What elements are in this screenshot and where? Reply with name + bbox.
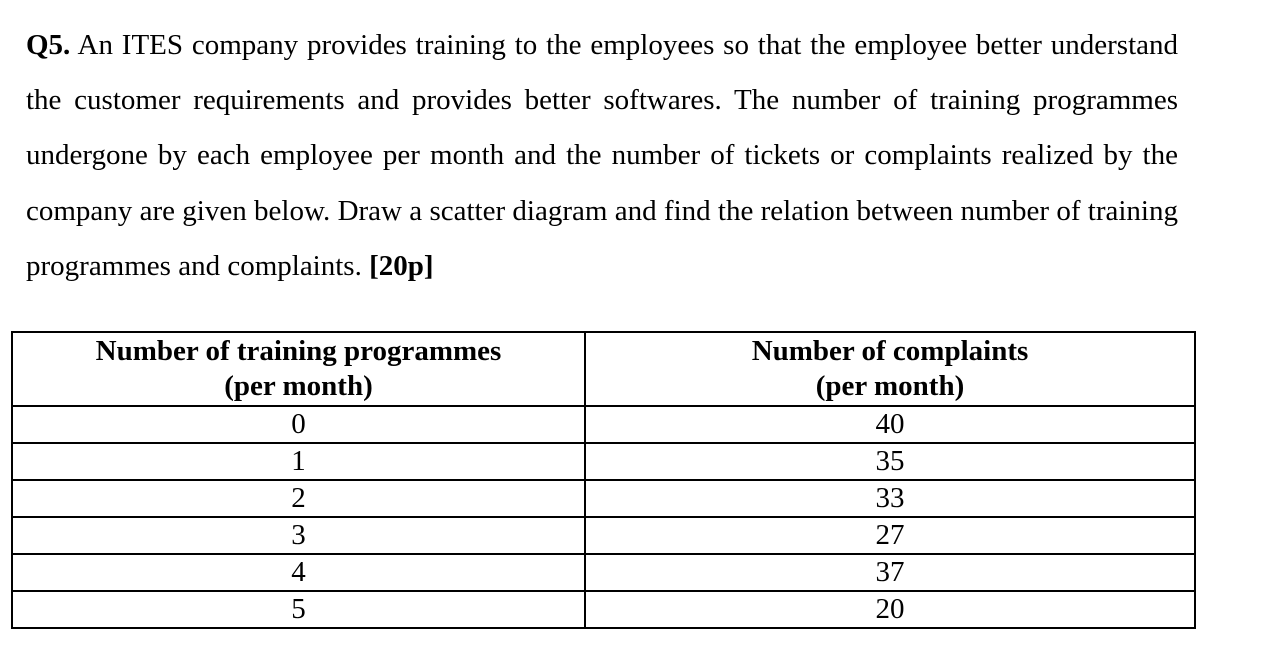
cell-complaints: 20 <box>585 591 1195 628</box>
cell-complaints: 27 <box>585 517 1195 554</box>
data-table <box>11 331 1196 629</box>
cell-training: 0 <box>12 406 585 443</box>
cell-training: 5 <box>12 591 585 628</box>
cell-training: 3 <box>12 517 585 554</box>
cell-training: 2 <box>12 480 585 517</box>
header-complaints-line2: (per month) <box>815 370 965 402</box>
table-row <box>12 554 1195 591</box>
question-paragraph <box>26 18 1178 294</box>
table-row <box>12 480 1195 517</box>
table-header-row <box>12 332 1195 406</box>
table-row <box>12 443 1195 480</box>
table-row <box>12 406 1195 443</box>
table-row <box>12 517 1195 554</box>
cell-training: 4 <box>12 554 585 591</box>
header-training-line1: Number of training programmes <box>95 335 502 367</box>
cell-complaints: 33 <box>585 480 1195 517</box>
header-training-line2: (per month) <box>224 370 373 402</box>
table-row <box>12 591 1195 628</box>
question-number: Q5. <box>26 29 71 61</box>
question-text: An ITES company provides training to the employees so that the employee better understand the customer requirements and provides better softwares. The number of training programmes undergone by each employee per month and the number of tickets or complaints realized by the company are given below. Draw a scatter diagram and find the relation between number of training programmes and complaints. <box>26 29 1178 282</box>
header-complaints <box>585 332 1195 406</box>
header-training-programmes <box>12 332 585 406</box>
cell-complaints: 40 <box>585 406 1195 443</box>
cell-complaints: 37 <box>585 554 1195 591</box>
question-marks: [20p] <box>369 249 434 282</box>
header-complaints-line1: Number of complaints <box>751 335 1029 367</box>
cell-training: 1 <box>12 443 585 480</box>
cell-complaints: 35 <box>585 443 1195 480</box>
